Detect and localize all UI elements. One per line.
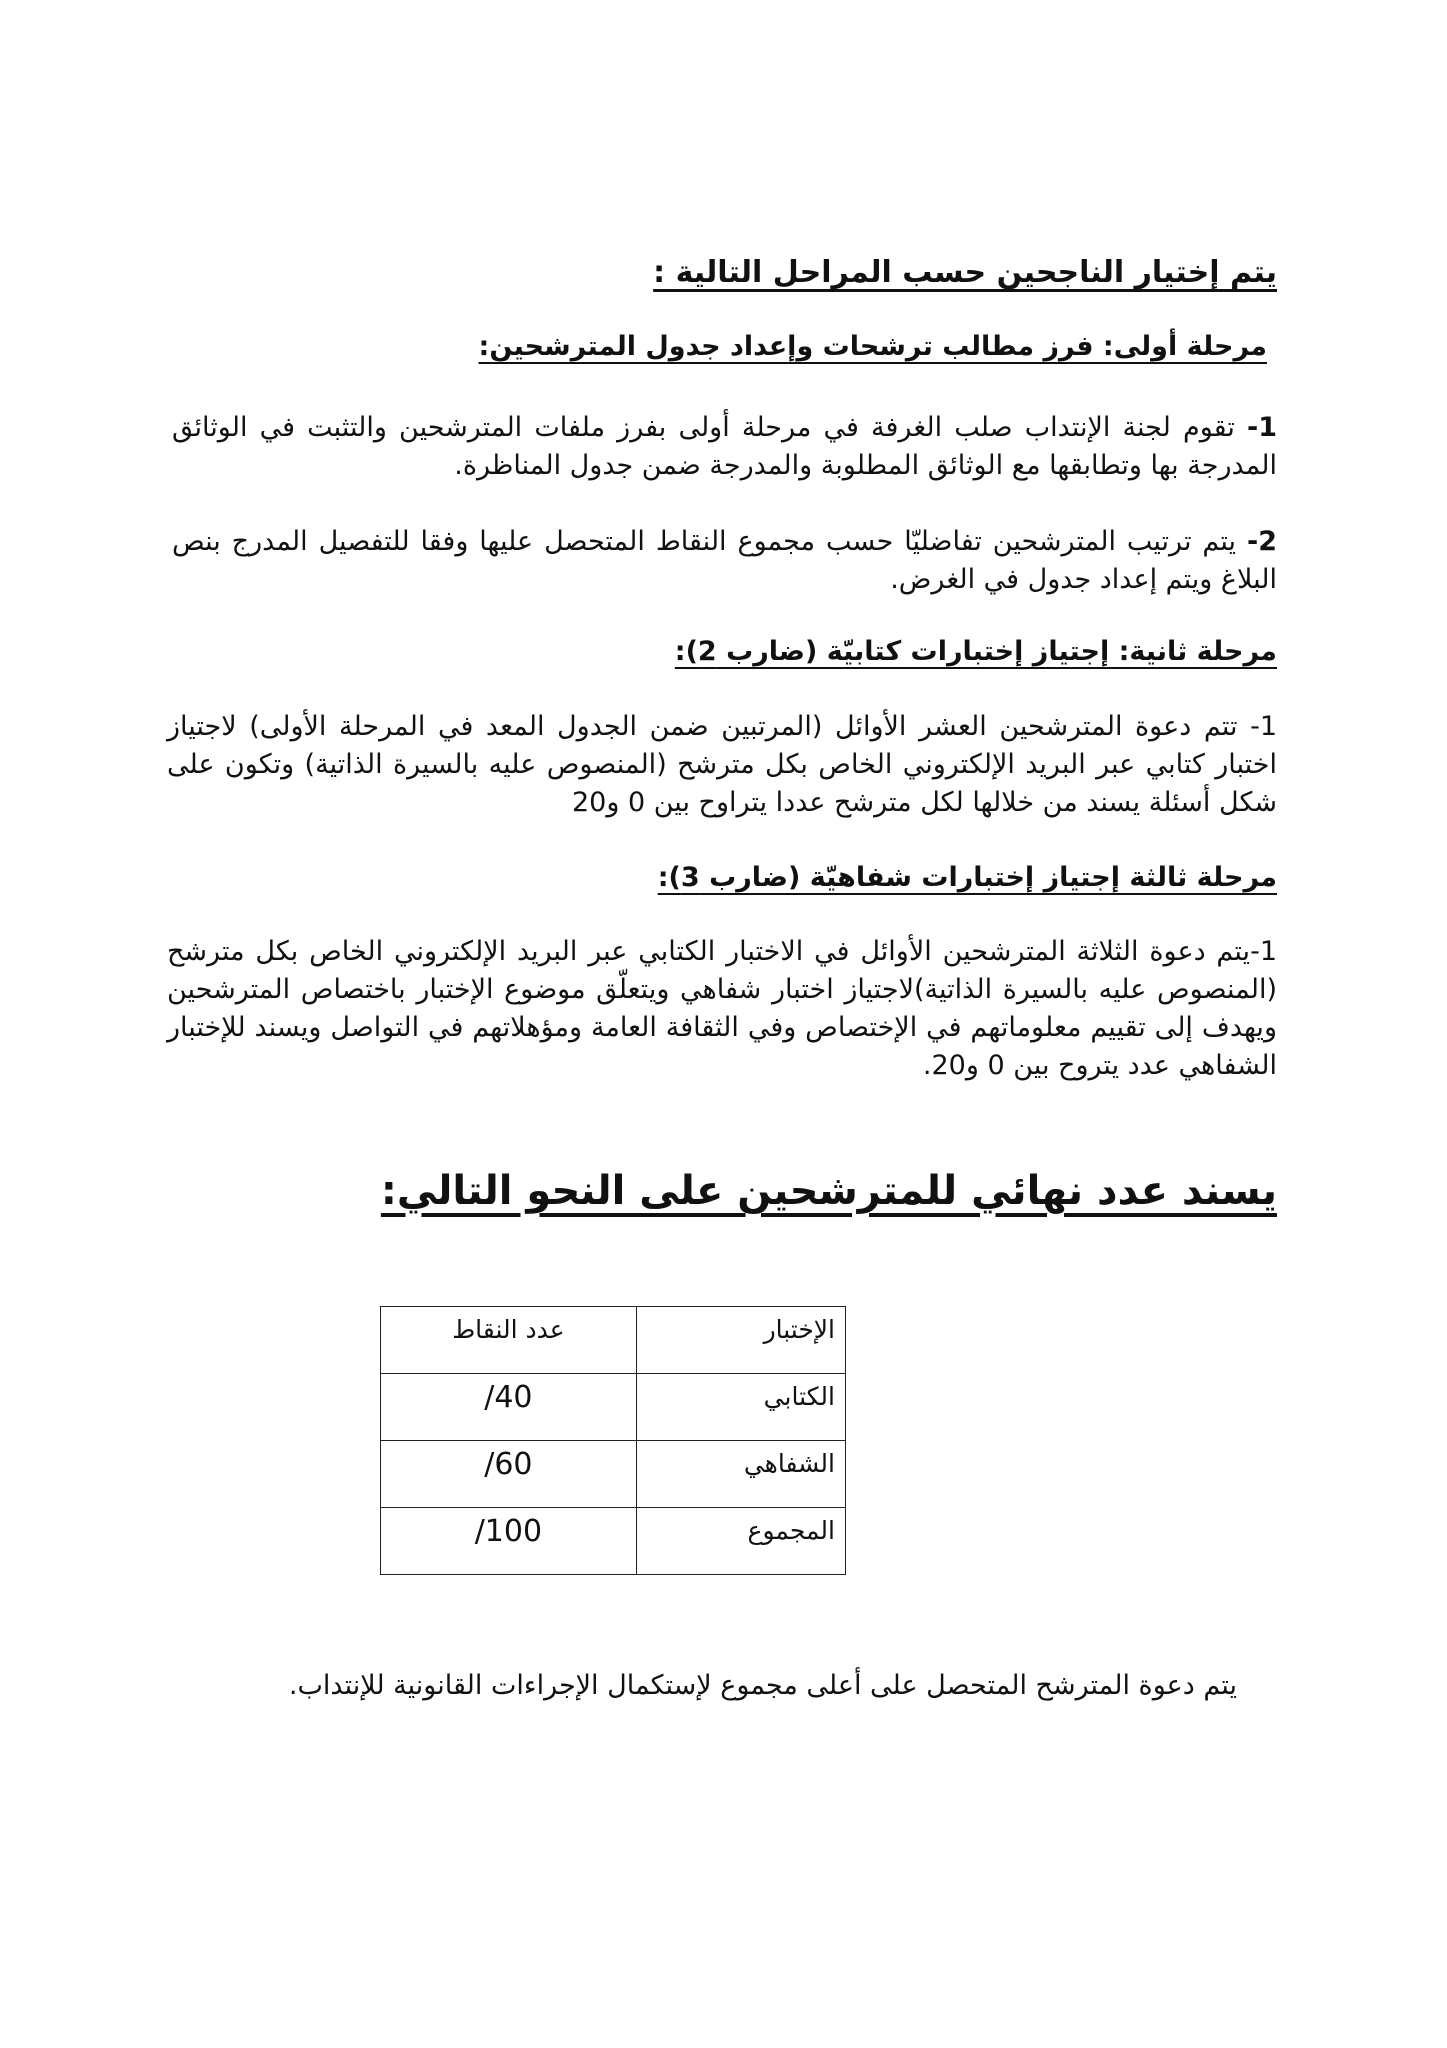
row-oral-points: 60/ (381, 1441, 637, 1508)
stage1-item2-text: يتم ترتيب المترشحين تفاضليّا حسب مجموع النقاط المتحصل عليها وفقا للتفصيل المدرج بنص البلاغ ويتم إعداد جدول في الغرض. (172, 526, 1277, 595)
stage3-title: مرحلة ثالثة إجتياز إختبارات شفاهيّة (ضارب 3): (657, 862, 1277, 893)
table-row (381, 1374, 846, 1441)
row-written-points: 40/ (381, 1374, 637, 1441)
table-row (381, 1441, 846, 1508)
row-written-test: الكتابي (636, 1374, 845, 1441)
stage1-item1-text: تقوم لجنة الإنتداب صلب الغرفة في مرحلة أولى بفرز ملفات المترشحين والتثبت في الوثائق المدرجة بها وتطابقها مع الوثائق المطلوبة والمدرجة ضمن جدول المناظرة. (172, 412, 1277, 481)
stage3-item1: 1-يتم دعوة الثلاثة المترشحين الأوائل في الاختبار الكتابي عبر البريد الإلكتروني الخاص بكل مترشح (المنصوص عليه بالسيرة الذاتية)لاجتياز اختبار شفاهي ويتعلّق موضوع الإختبار باختصاص المترشحين ويهدف إلى تقييم معلوماتهم في الإختصاص وفي الثقافة العامة ومؤهلاتهم في التواصل ويسند للإختبار الشفاهي عدد يتروح بين 0 و20. (167, 936, 1277, 1081)
row-oral-test: الشفاهي (636, 1441, 845, 1508)
closing-note: يتم دعوة المترشح المتحصل على أعلى مجموع لإستكمال الإجراءات القانونية للإنتداب. (288, 1670, 1237, 1701)
row-total-test: المجموع (636, 1508, 845, 1575)
stage2-title: مرحلة ثانية: إجتياز إختبارات كتابيّة (ضارب 2): (674, 636, 1277, 667)
stage1-item2 (172, 523, 1277, 599)
header-test: الإختبار (636, 1307, 845, 1374)
stage2-item1: 1- تتم دعوة المترشحين العشر الأوائل (المرتبين ضمن الجدول المعد في المرحلة الأولى) لاجتياز اختبار كتابي عبر البريد الإلكتروني الخاص بكل مترشح (المنصوص عليه بالسيرة الذاتية) وتكون على شكل أسئلة يسند من خلالها لكل مترشح عددا يتراوح بين 0 و20 (167, 711, 1277, 818)
stage1-item1 (172, 409, 1277, 485)
final-score-heading: يسند عدد نهائي للمترشحين على النحو التالي: (380, 1168, 1277, 1214)
score-table-header-row (381, 1307, 846, 1374)
header-points: عدد النقاط (381, 1307, 637, 1374)
stage1-title: مرحلة أولى: فرز مطالب ترشحات وإعداد جدول المترشحين: (478, 331, 1267, 362)
main-heading: يتم إختيار الناجحين حسب المراحل التالية : (653, 255, 1277, 290)
stage1-item2-number: 2- (1246, 526, 1277, 557)
score-table (380, 1306, 846, 1575)
table-row (381, 1508, 846, 1575)
row-total-points: 100/ (381, 1508, 637, 1575)
stage1-item1-number: 1- (1246, 412, 1277, 443)
